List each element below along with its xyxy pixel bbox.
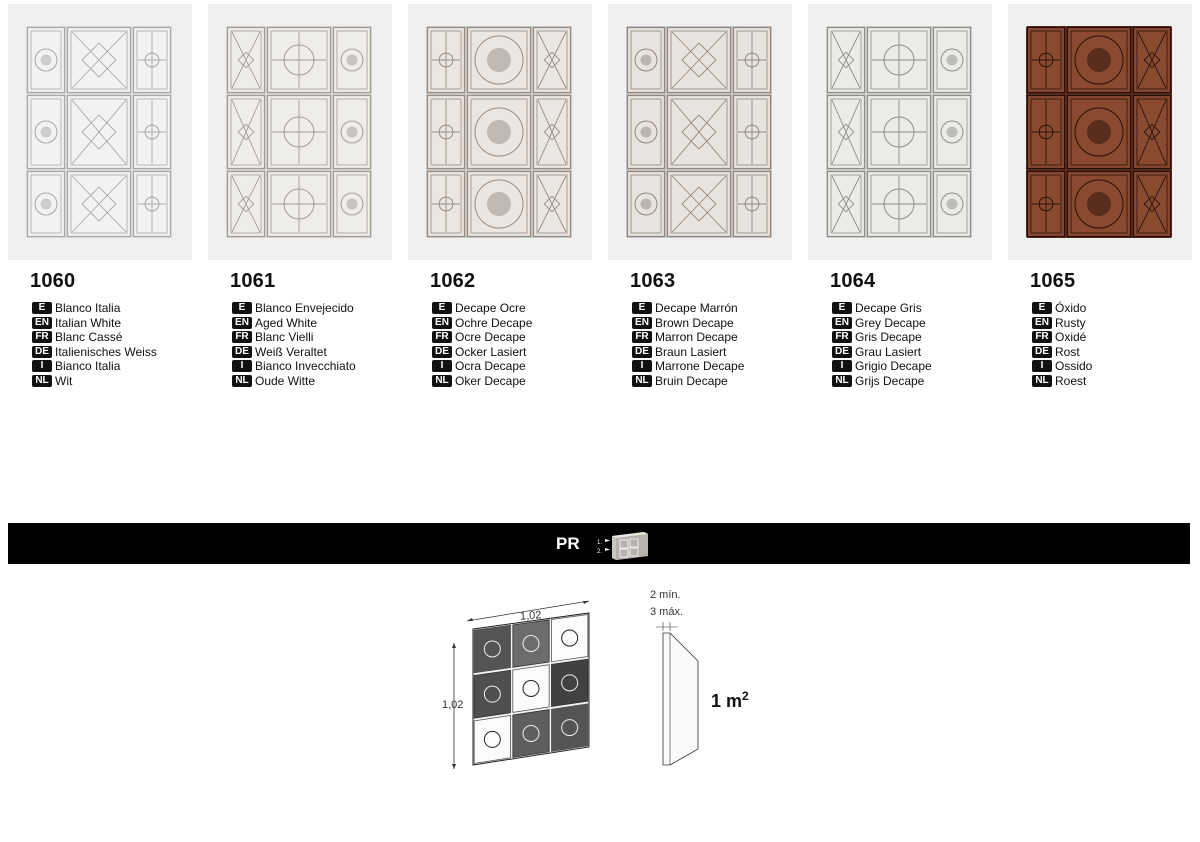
color-name-row [1032, 301, 1092, 316]
color-name-row [832, 345, 932, 360]
dimension-diagram [430, 585, 790, 785]
color-name: Blanc Cassé [55, 330, 123, 344]
color-name: Marrone Decape [655, 359, 745, 373]
color-name: Oker Decape [455, 373, 526, 388]
color-name-list [232, 301, 356, 388]
color-name: Blanco Italia [55, 301, 121, 315]
color-name-row [1032, 359, 1092, 374]
color-name-row [432, 330, 532, 345]
lang-badge: E [32, 302, 52, 314]
icon-step-1: 1. [597, 540, 603, 546]
lang-badge: E [632, 302, 652, 314]
color-name-row [32, 359, 157, 374]
color-name: Decape Ocre [455, 301, 526, 315]
color-name-row [432, 316, 532, 331]
color-name-row [1032, 345, 1092, 360]
color-name-list [832, 301, 932, 388]
lang-badge: DE [1032, 346, 1052, 358]
lang-badge: EN [432, 317, 452, 329]
color-name: Ocra Decape [455, 359, 526, 373]
color-name-row [32, 345, 157, 360]
lang-badge: DE [32, 346, 52, 358]
lang-badge: EN [832, 317, 852, 329]
color-name-row [432, 374, 532, 389]
lang-badge: NL [1032, 375, 1052, 387]
lang-badge: EN [1032, 317, 1052, 329]
lang-badge: FR [632, 331, 652, 343]
area-value: 1 m [711, 691, 743, 711]
color-name-row [232, 301, 356, 316]
color-name: Rost [1055, 344, 1080, 359]
swatch-card [208, 4, 392, 260]
lang-badge: DE [632, 346, 652, 358]
lang-badge: NL [832, 375, 852, 387]
color-name-row [32, 330, 157, 345]
color-name-row [32, 316, 157, 331]
lang-badge: NL [32, 375, 52, 387]
color-name: Wit [55, 373, 73, 388]
height-label: 1,02 [442, 699, 464, 711]
lang-badge: DE [432, 346, 452, 358]
finish-code: PR [556, 534, 580, 553]
color-name-row [232, 374, 356, 389]
color-name-row [632, 330, 744, 345]
color-name: Marron Decape [655, 330, 738, 344]
color-name-list [632, 301, 744, 388]
color-name-row [632, 316, 744, 331]
color-name-row [232, 359, 356, 374]
color-name: Oxidé [1055, 330, 1087, 344]
lang-badge: NL [632, 375, 652, 387]
color-name: Italian White [55, 315, 122, 330]
tile-panel-image [26, 26, 172, 238]
tile-panel-image [226, 26, 372, 238]
color-name: Grau Lasiert [855, 344, 922, 359]
dimension-drawing [430, 585, 790, 785]
product-code: 1064 [830, 270, 876, 292]
lang-badge: I [1032, 360, 1052, 372]
color-name: Ochre Decape [455, 315, 533, 330]
swatch-card [8, 4, 192, 260]
lang-badge: I [232, 360, 252, 372]
color-name: Grey Decape [855, 315, 926, 330]
finish-type-bar [8, 523, 1190, 564]
lang-badge: I [32, 360, 52, 372]
swatch-card [808, 4, 992, 260]
tile-panel-sketch [473, 613, 589, 765]
lang-badge: FR [232, 331, 252, 343]
color-name-row [832, 316, 932, 331]
layered-tile-icon [596, 530, 650, 560]
color-name-row [32, 301, 157, 316]
color-name: Decape Marrón [655, 301, 738, 315]
product-grid [8, 0, 1200, 400]
color-name-row [832, 301, 932, 316]
lang-badge: FR [432, 331, 452, 343]
color-name: Ossido [1055, 359, 1093, 373]
lang-badge: EN [632, 317, 652, 329]
lang-badge: EN [232, 317, 252, 329]
lang-badge: NL [232, 375, 252, 387]
width-label: 1,02 [519, 609, 542, 623]
color-name-row [632, 374, 744, 389]
color-name-row [432, 359, 532, 374]
lang-badge: FR [832, 331, 852, 343]
color-name: Bianco Italia [55, 359, 121, 373]
area-exponent: 2 [742, 689, 749, 703]
color-name: Braun Lasiert [655, 344, 727, 359]
color-name: Gris Decape [855, 330, 922, 344]
lang-badge: FR [32, 331, 52, 343]
lang-badge: DE [832, 346, 852, 358]
lang-badge: E [432, 302, 452, 314]
lang-badge: E [232, 302, 252, 314]
color-name: Ocker Lasiert [455, 344, 527, 359]
profile-section [656, 622, 698, 765]
color-name-row [432, 301, 532, 316]
product-code: 1061 [230, 270, 276, 292]
tile-panel-image [826, 26, 972, 238]
lang-badge: I [432, 360, 452, 372]
swatch-card [608, 4, 792, 260]
tile-panel-image [626, 26, 772, 238]
color-name-row [632, 345, 744, 360]
lang-badge: E [832, 302, 852, 314]
product-code: 1065 [1030, 270, 1076, 292]
color-name: Roest [1055, 373, 1087, 388]
color-name-row [232, 316, 356, 331]
lang-badge: EN [32, 317, 52, 329]
color-name: Blanco Envejecido [255, 301, 354, 315]
color-name-row [1032, 330, 1092, 345]
lang-badge: E [1032, 302, 1052, 314]
color-name-list [432, 301, 532, 388]
thickness-max-label: 3 máx. [650, 606, 684, 618]
tile-panel-image [1026, 26, 1172, 238]
swatch-card [1008, 4, 1192, 260]
color-name: Decape Gris [855, 301, 922, 315]
lang-badge: I [832, 360, 852, 372]
color-name-row [232, 330, 356, 345]
coverage-area-label [711, 689, 749, 712]
color-name: Rusty [1055, 315, 1086, 330]
icon-step-2: 2. [597, 549, 603, 555]
color-name-row [832, 359, 932, 374]
lang-badge: DE [232, 346, 252, 358]
product-code: 1063 [630, 270, 676, 292]
product-code: 1062 [430, 270, 476, 292]
color-name: Ocre Decape [455, 330, 526, 344]
color-name-row [632, 359, 744, 374]
color-name-row [632, 301, 744, 316]
color-name-row [432, 345, 532, 360]
tile-panel-image [426, 26, 572, 238]
color-name-row [32, 374, 157, 389]
color-name: Bianco Invecchiato [255, 359, 356, 373]
color-name-row [832, 374, 932, 389]
lang-badge: I [632, 360, 652, 372]
lang-badge: FR [1032, 331, 1052, 343]
color-name: Oude Witte [255, 373, 316, 388]
color-name: Grigio Decape [855, 359, 932, 373]
color-name: Grijs Decape [855, 373, 925, 388]
thickness-min-label: 2 mín. [650, 589, 681, 601]
color-name: Italienisches Weiss [55, 344, 157, 359]
product-code: 1060 [30, 270, 76, 292]
color-name-row [832, 330, 932, 345]
color-name: Weiß Veraltet [255, 344, 327, 359]
color-name-row [1032, 316, 1092, 331]
color-name: Óxido [1055, 301, 1087, 315]
color-name-list [32, 301, 157, 388]
color-name: Aged White [255, 315, 318, 330]
color-name: Brown Decape [655, 315, 734, 330]
color-name-row [232, 345, 356, 360]
color-name-list [1032, 301, 1092, 388]
color-name: Blanc Vielli [255, 330, 314, 344]
color-name-row [1032, 374, 1092, 389]
color-name: Bruin Decape [655, 373, 728, 388]
swatch-card [408, 4, 592, 260]
lang-badge: NL [432, 375, 452, 387]
